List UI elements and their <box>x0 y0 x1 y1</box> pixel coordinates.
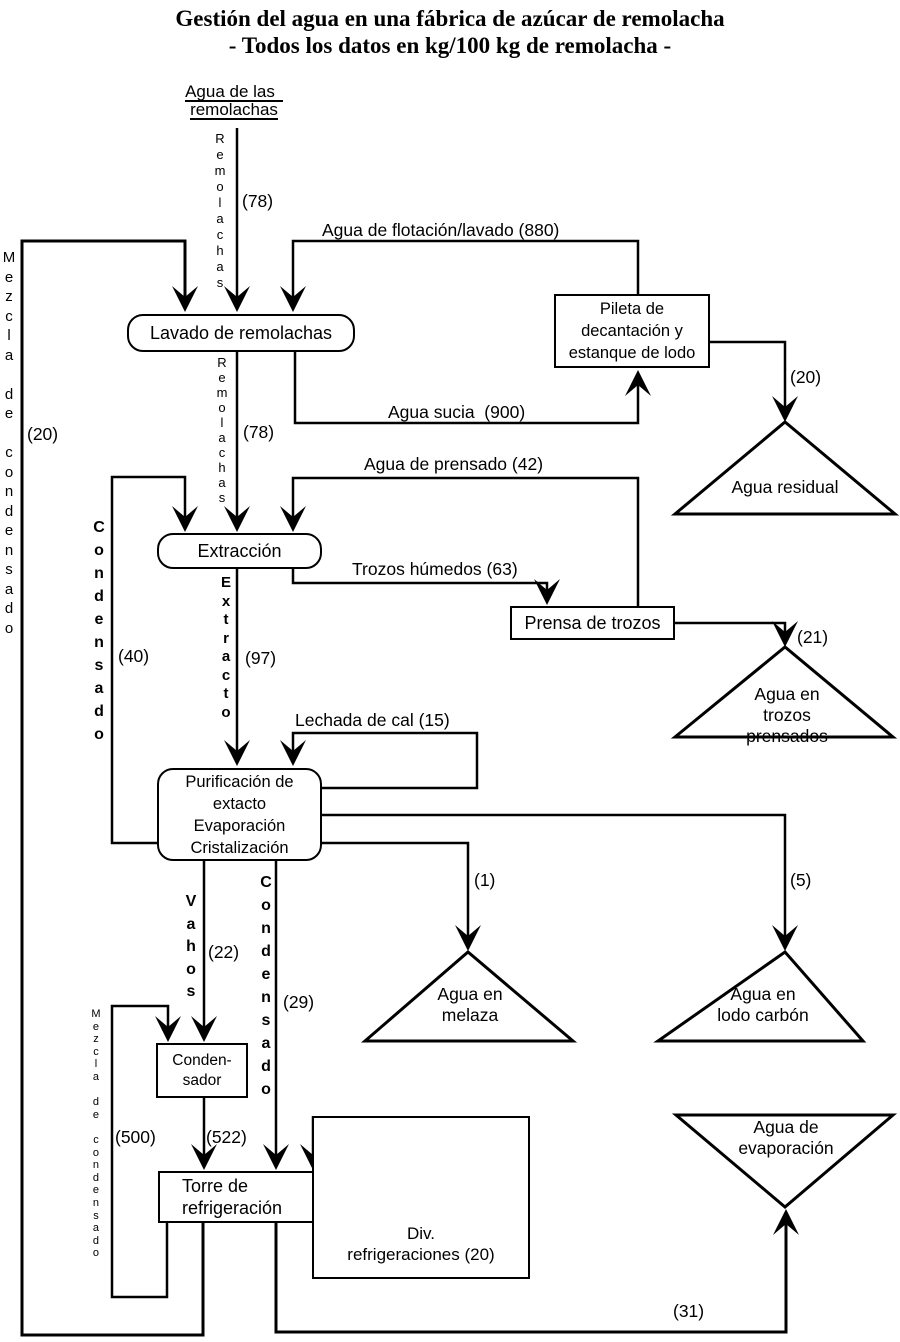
node-extraccion <box>157 533 322 569</box>
vlabel-char: m <box>216 385 228 400</box>
node-label-line: sador <box>182 1071 222 1089</box>
sink-label-line: Agua en <box>730 984 796 1004</box>
node-label-line: Div. <box>406 1224 435 1243</box>
vlabel-char: R <box>217 355 227 370</box>
edge-pileta-residual <box>709 342 785 412</box>
vlabel-char: C <box>260 874 272 891</box>
vlabel-char: n <box>94 565 104 582</box>
vlabel-char: c <box>221 666 231 684</box>
sink-label-agua-residual <box>731 477 838 498</box>
vlabel-char: l <box>94 1058 98 1071</box>
label-val-20-mezcla: (20) <box>27 424 59 444</box>
vlabel-char: l <box>218 195 222 210</box>
vlabel-char: e <box>218 370 226 385</box>
sink-label-line: Agua en <box>754 684 820 704</box>
vlabel-remolachas-2 <box>217 355 228 505</box>
vlabel-char: o <box>92 1146 100 1159</box>
sink-label-line: trozos prensados <box>746 705 828 746</box>
vlabel-char: o <box>216 179 224 194</box>
edge-lodo-5 <box>321 815 785 941</box>
node-label-line: refrigeraciones (20) <box>347 1245 495 1264</box>
vlabel-char: d <box>4 600 14 617</box>
label-trozos-humedos-63: Trozos húmedos (63) <box>352 559 518 579</box>
label-lechada-cal-15: Lechada de cal (15) <box>295 710 450 730</box>
vlabel-char: t <box>223 611 229 628</box>
vlabel-char: n <box>4 483 14 500</box>
sink-label-line: evaporación <box>738 1138 834 1158</box>
label-val-78-b: (78) <box>243 422 275 442</box>
sink-label-agua-lodo-carbon <box>717 984 808 1026</box>
sink-label-line: Agua de <box>753 1117 819 1137</box>
label-val-500: (500) <box>115 1127 156 1147</box>
vlabel-char: o <box>92 1247 100 1260</box>
label-val-40: (40) <box>118 646 150 666</box>
node-label-line: Pileta de <box>599 300 665 318</box>
vlabel-char: r <box>223 629 229 647</box>
vlabel-char: a <box>94 680 104 697</box>
vlabel-char: c <box>93 1133 99 1146</box>
vlabel-mezcla-condensado-int <box>91 1008 100 1260</box>
sink-label-line: melaza <box>441 1005 499 1025</box>
node-label-line: Lavado de remolachas <box>149 323 333 343</box>
vlabel-char: s <box>218 490 226 505</box>
label-val-1: (1) <box>474 870 496 890</box>
edge-agua-flotacion <box>293 241 638 302</box>
label-val-22: (22) <box>208 942 240 962</box>
label-val-522: (522) <box>206 1127 247 1147</box>
vlabel-char: c <box>216 227 224 242</box>
vlabel-char: z <box>5 288 13 305</box>
node-label-line: Evaporación <box>193 816 286 835</box>
vlabel-char: e <box>4 405 14 422</box>
vlabel-char: a <box>218 475 226 490</box>
node-label-line: Purificación de <box>185 772 294 791</box>
node-label-line: extacto <box>212 794 267 813</box>
vlabel-char: V <box>185 893 197 910</box>
sink-agua-residual <box>675 422 895 514</box>
vlabel-char: h <box>186 938 196 955</box>
node-label-line: Cristalización <box>190 838 289 857</box>
vlabel-char: l <box>220 415 224 430</box>
label-val-31: (31) <box>673 1301 705 1321</box>
node-label-line: refrigeración <box>182 1198 283 1218</box>
vlabel-char: n <box>94 634 104 651</box>
vlabel-char: o <box>221 703 231 721</box>
edge-prensa-trozos <box>674 623 785 637</box>
vlabel-char: e <box>4 522 14 539</box>
vlabel-char: a <box>216 259 224 274</box>
vlabel-char: h <box>218 460 226 475</box>
node-label-line: Conden- <box>172 1051 232 1069</box>
node-lavado <box>127 314 355 352</box>
vlabel-char: c <box>218 445 226 460</box>
label-agua-prensado-42: Agua de prensado (42) <box>364 454 544 474</box>
vlabel-char: e <box>94 611 104 628</box>
vlabel-char: n <box>92 1196 100 1209</box>
node-div-refrigeraciones <box>312 1116 530 1279</box>
node-label-line: decantación y <box>581 322 683 340</box>
vlabel-char: n <box>92 1159 100 1172</box>
node-prensa <box>510 606 675 640</box>
vlabel-char: n <box>261 920 271 937</box>
edge-melaza-1 <box>321 843 468 941</box>
vlabel-char: a <box>186 915 196 933</box>
label-val-97: (97) <box>245 648 277 668</box>
node-label-line: Extracción <box>197 541 282 561</box>
vlabel-char: e <box>261 966 271 983</box>
vlabel-char: d <box>92 1171 100 1184</box>
vlabel-char: d <box>92 1234 100 1247</box>
vlabel-char: e <box>92 1020 100 1033</box>
label-val-78-a: (78) <box>242 191 274 211</box>
label-val-21: (21) <box>797 627 829 647</box>
vlabel-char: z <box>93 1033 99 1046</box>
vlabel-char: t <box>223 685 229 702</box>
node-label-line: estanque de lodo <box>568 344 696 362</box>
vlabel-char: d <box>94 588 104 605</box>
vlabel-condensado-der <box>260 871 272 1101</box>
title-line-1: Gestión del agua en una fábrica de azúcar de remolacha <box>175 6 725 31</box>
label-val-29: (29) <box>283 992 315 1012</box>
sink-label-agua-trozos-prensados <box>731 684 844 747</box>
diagram-title <box>15 5 885 59</box>
vlabel-char: d <box>94 703 104 720</box>
vlabel-char: o <box>4 463 14 481</box>
vlabel-char: a <box>216 211 224 226</box>
vlabel-char: s <box>216 275 224 290</box>
vlabel-char: e <box>216 147 224 162</box>
sink-label-agua-melaza <box>437 984 502 1026</box>
vlabel-char: e <box>92 1184 100 1197</box>
source-label-line-2: remolachas <box>190 100 278 119</box>
node-label-line: Prensa de trozos <box>524 613 661 633</box>
vlabel-char: a <box>92 1070 100 1083</box>
vlabel-char: o <box>94 542 104 559</box>
vlabel-extracto <box>221 574 231 722</box>
node-torre <box>158 1171 322 1223</box>
vlabel-char: s <box>93 1209 99 1222</box>
vlabel-char: e <box>4 268 14 286</box>
label-agua-flotacion-880: Agua de flotación/lavado (880) <box>322 220 560 240</box>
vlabel-char: a <box>4 346 14 364</box>
vlabel-mezcla-condensado-ext <box>3 248 16 638</box>
label-val-20-residual: (20) <box>790 367 822 387</box>
vlabel-char: o <box>186 960 196 978</box>
vlabel-char: c <box>5 307 13 325</box>
vlabel-char: c <box>93 1045 99 1058</box>
vlabel-char: M <box>2 249 16 266</box>
vlabel-char: n <box>4 541 14 559</box>
vlabel-char: s <box>94 657 104 674</box>
vlabel-char: l <box>7 327 11 344</box>
title-line-2: - Todos los datos en kg/100 kg de remolacha - <box>228 33 672 58</box>
sink-label-agua-evaporacion <box>738 1117 833 1159</box>
vlabel-vahos <box>186 891 197 1004</box>
vlabel-char: a <box>92 1222 100 1235</box>
vlabel-char: d <box>4 502 14 520</box>
vlabel-char: c <box>5 444 13 461</box>
vlabel-char: M <box>91 1008 101 1020</box>
edge-agua-prensado <box>293 478 638 607</box>
source-label-line-1: Agua de las <box>185 84 283 102</box>
vlabel-char: d <box>92 1096 100 1109</box>
vlabel-char: m <box>214 163 226 178</box>
label-val-5: (5) <box>790 870 812 890</box>
vlabel-char: s <box>261 1012 271 1029</box>
node-pileta <box>554 294 710 368</box>
vlabel-char: a <box>4 580 14 598</box>
vlabel-char: o <box>218 400 226 415</box>
vlabel-char: n <box>261 989 271 1006</box>
vlabel-char: E <box>220 574 232 591</box>
vlabel-char: d <box>4 385 14 403</box>
vlabel-char: o <box>261 1081 271 1098</box>
vlabel-char: o <box>94 726 104 743</box>
vlabel-char: a <box>261 1035 271 1052</box>
vlabel-char: o <box>261 897 271 914</box>
node-condensador <box>156 1043 248 1098</box>
node-label-line: Torre de <box>182 1176 249 1196</box>
vlabel-condensado-izq <box>93 516 105 746</box>
label-agua-sucia-900: Agua sucia (900) <box>388 402 526 422</box>
sink-label-line: Agua en <box>437 984 503 1004</box>
vlabel-char: s <box>186 983 196 1000</box>
vlabel-char: d <box>261 943 271 960</box>
vlabel-char: x <box>221 592 231 610</box>
vlabel-char: h <box>216 243 224 258</box>
vlabel-char: o <box>4 619 14 637</box>
vlabel-char: R <box>215 131 225 146</box>
vlabel-char: d <box>261 1058 271 1075</box>
vlabel-char: a <box>221 648 231 665</box>
vlabel-char: s <box>5 561 13 578</box>
sink-label-line: Agua residual <box>731 477 839 497</box>
vlabel-remolachas-1 <box>215 131 226 291</box>
node-purificacion <box>157 768 322 861</box>
vlabel-char: C <box>93 519 105 536</box>
source-label-agua-remolachas <box>178 84 290 120</box>
vlabel-char: a <box>218 430 226 445</box>
vlabel-char: e <box>92 1108 100 1121</box>
sink-label-line: lodo carbón <box>717 1005 809 1025</box>
